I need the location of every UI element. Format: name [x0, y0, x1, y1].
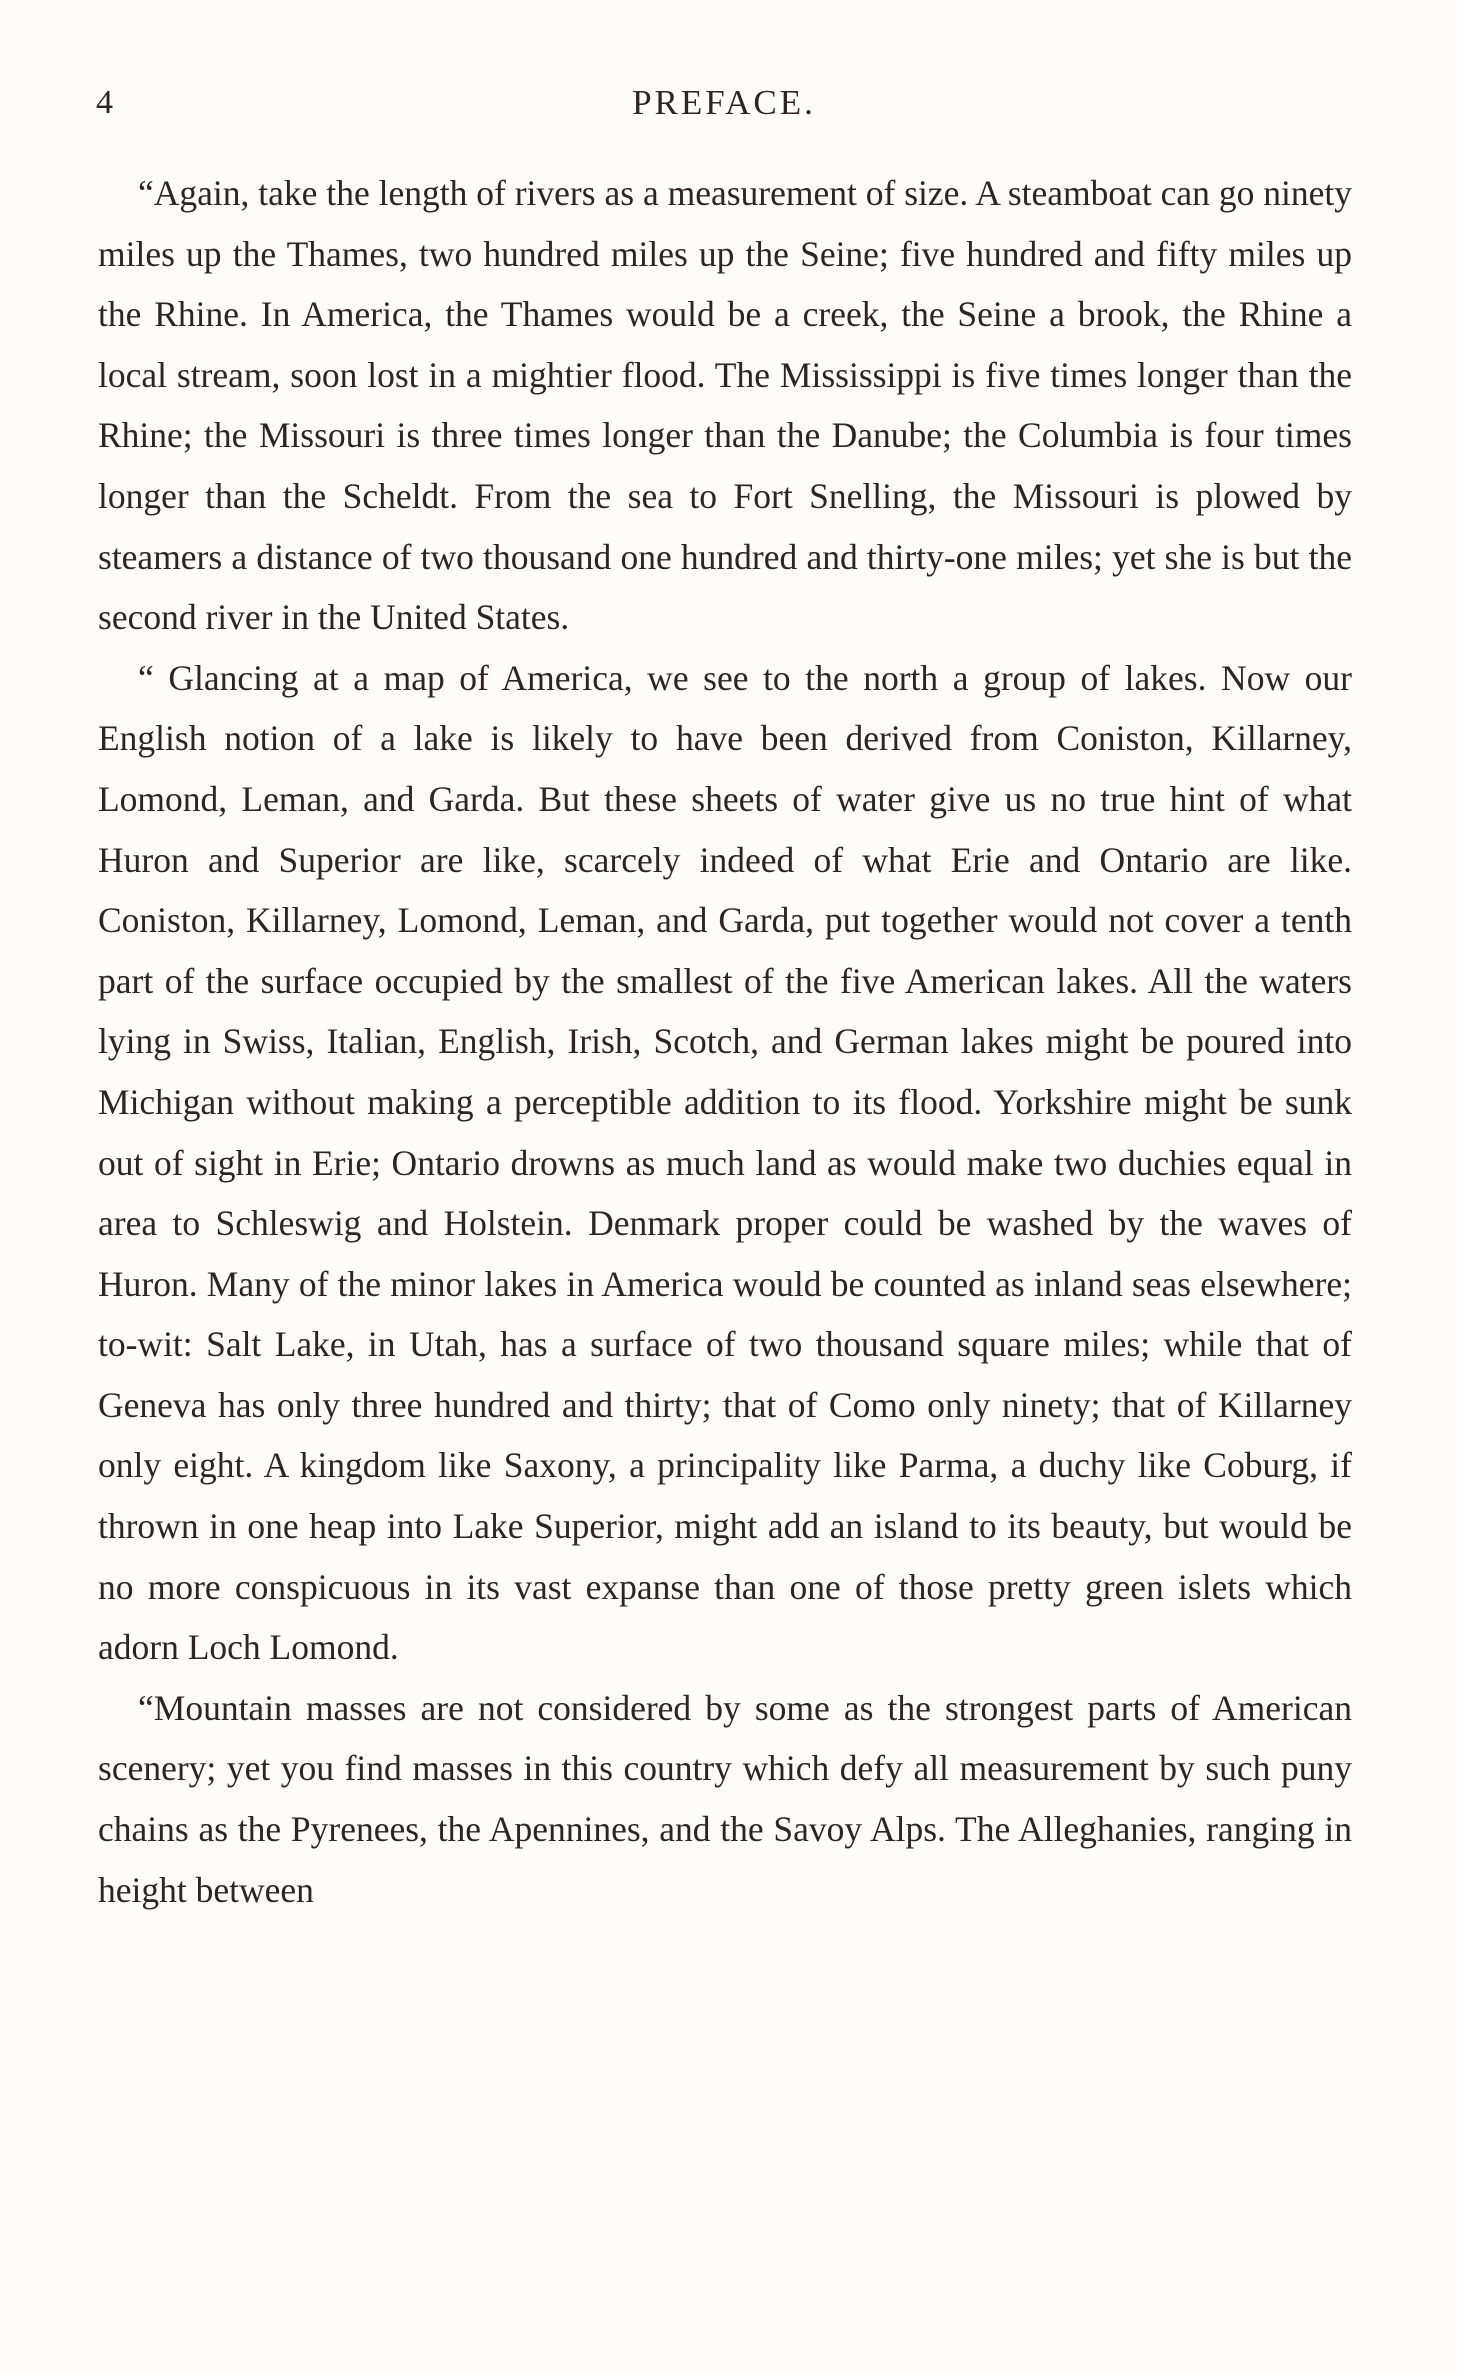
paragraph-lakes: “ Glancing at a map of America, we see to the north a group of lakes. Now our English notion of a lake is likely to have been derived from Coniston, Killarney, Lomond, Leman, and Garda. But these sheets of water give us no true hint of what Huron and Superior are like, scarcely indeed of what Erie and Ontario are like. Coniston, Killarney, Lomond, Leman, and Garda, put together would not cover a tenth part of the surface occupied by the smallest of the five American lakes. All the waters lying in Swiss, Italian, English, Irish, Scotch, and German lakes might be poured into Michigan without making a perceptible addition to its flood. Yorkshire might be sunk out of sight in Erie; Ontario drowns as much land as would make two duchies equal in area to Schleswig and Holstein. Denmark proper could be washed by the waves of Huron. Many of the minor lakes in America would be counted as inland seas elsewhere; to-wit: Salt Lake, in Utah, has a surface of two thousand square miles; while that of Geneva has only three hundred and thirty; that of Como only ninety; that of Killarney only eight. A kingdom like Saxony, a principality like Parma, a duchy like Coburg, if thrown in one heap into Lake Superior, might add an island to its beauty, but would be no more conspicuous in its vast expanse than one of those pretty green islets which adorn Loch Lomond. — [98, 657, 1352, 1668]
paragraph-mountains: “Mountain masses are not considered by some as the strongest parts of American scenery; yet you find masses in this country which defy all measurement by such puny chains as the Pyrenees, the Apennines, and the Savoy Alps. The Alleghanies, ranging in height between — [98, 1687, 1352, 1910]
body-text — [98, 163, 1352, 1920]
paragraph-rivers: “Again, take the length of rivers as a measurement of size. A steamboat can go ninety miles up the Thames, two hundred miles up the Seine; five hundred and fifty miles up the Rhine. In America, the Thames would be a creek, the Seine a brook, the Rhine a local stream, soon lost in a mightier flood. The Mississippi is five times longer than the Rhine; the Missouri is three times longer than the Danube; the Columbia is four times longer than the Scheldt. From the sea to Fort Snelling, the Missouri is plowed by steamers a distance of two thousand one hundred and thirty-one miles; yet she is but the second river in the United States. — [98, 173, 1352, 638]
page-header — [96, 78, 1352, 128]
page-number: 4 — [96, 84, 114, 121]
running-head: PREFACE. — [632, 83, 816, 122]
